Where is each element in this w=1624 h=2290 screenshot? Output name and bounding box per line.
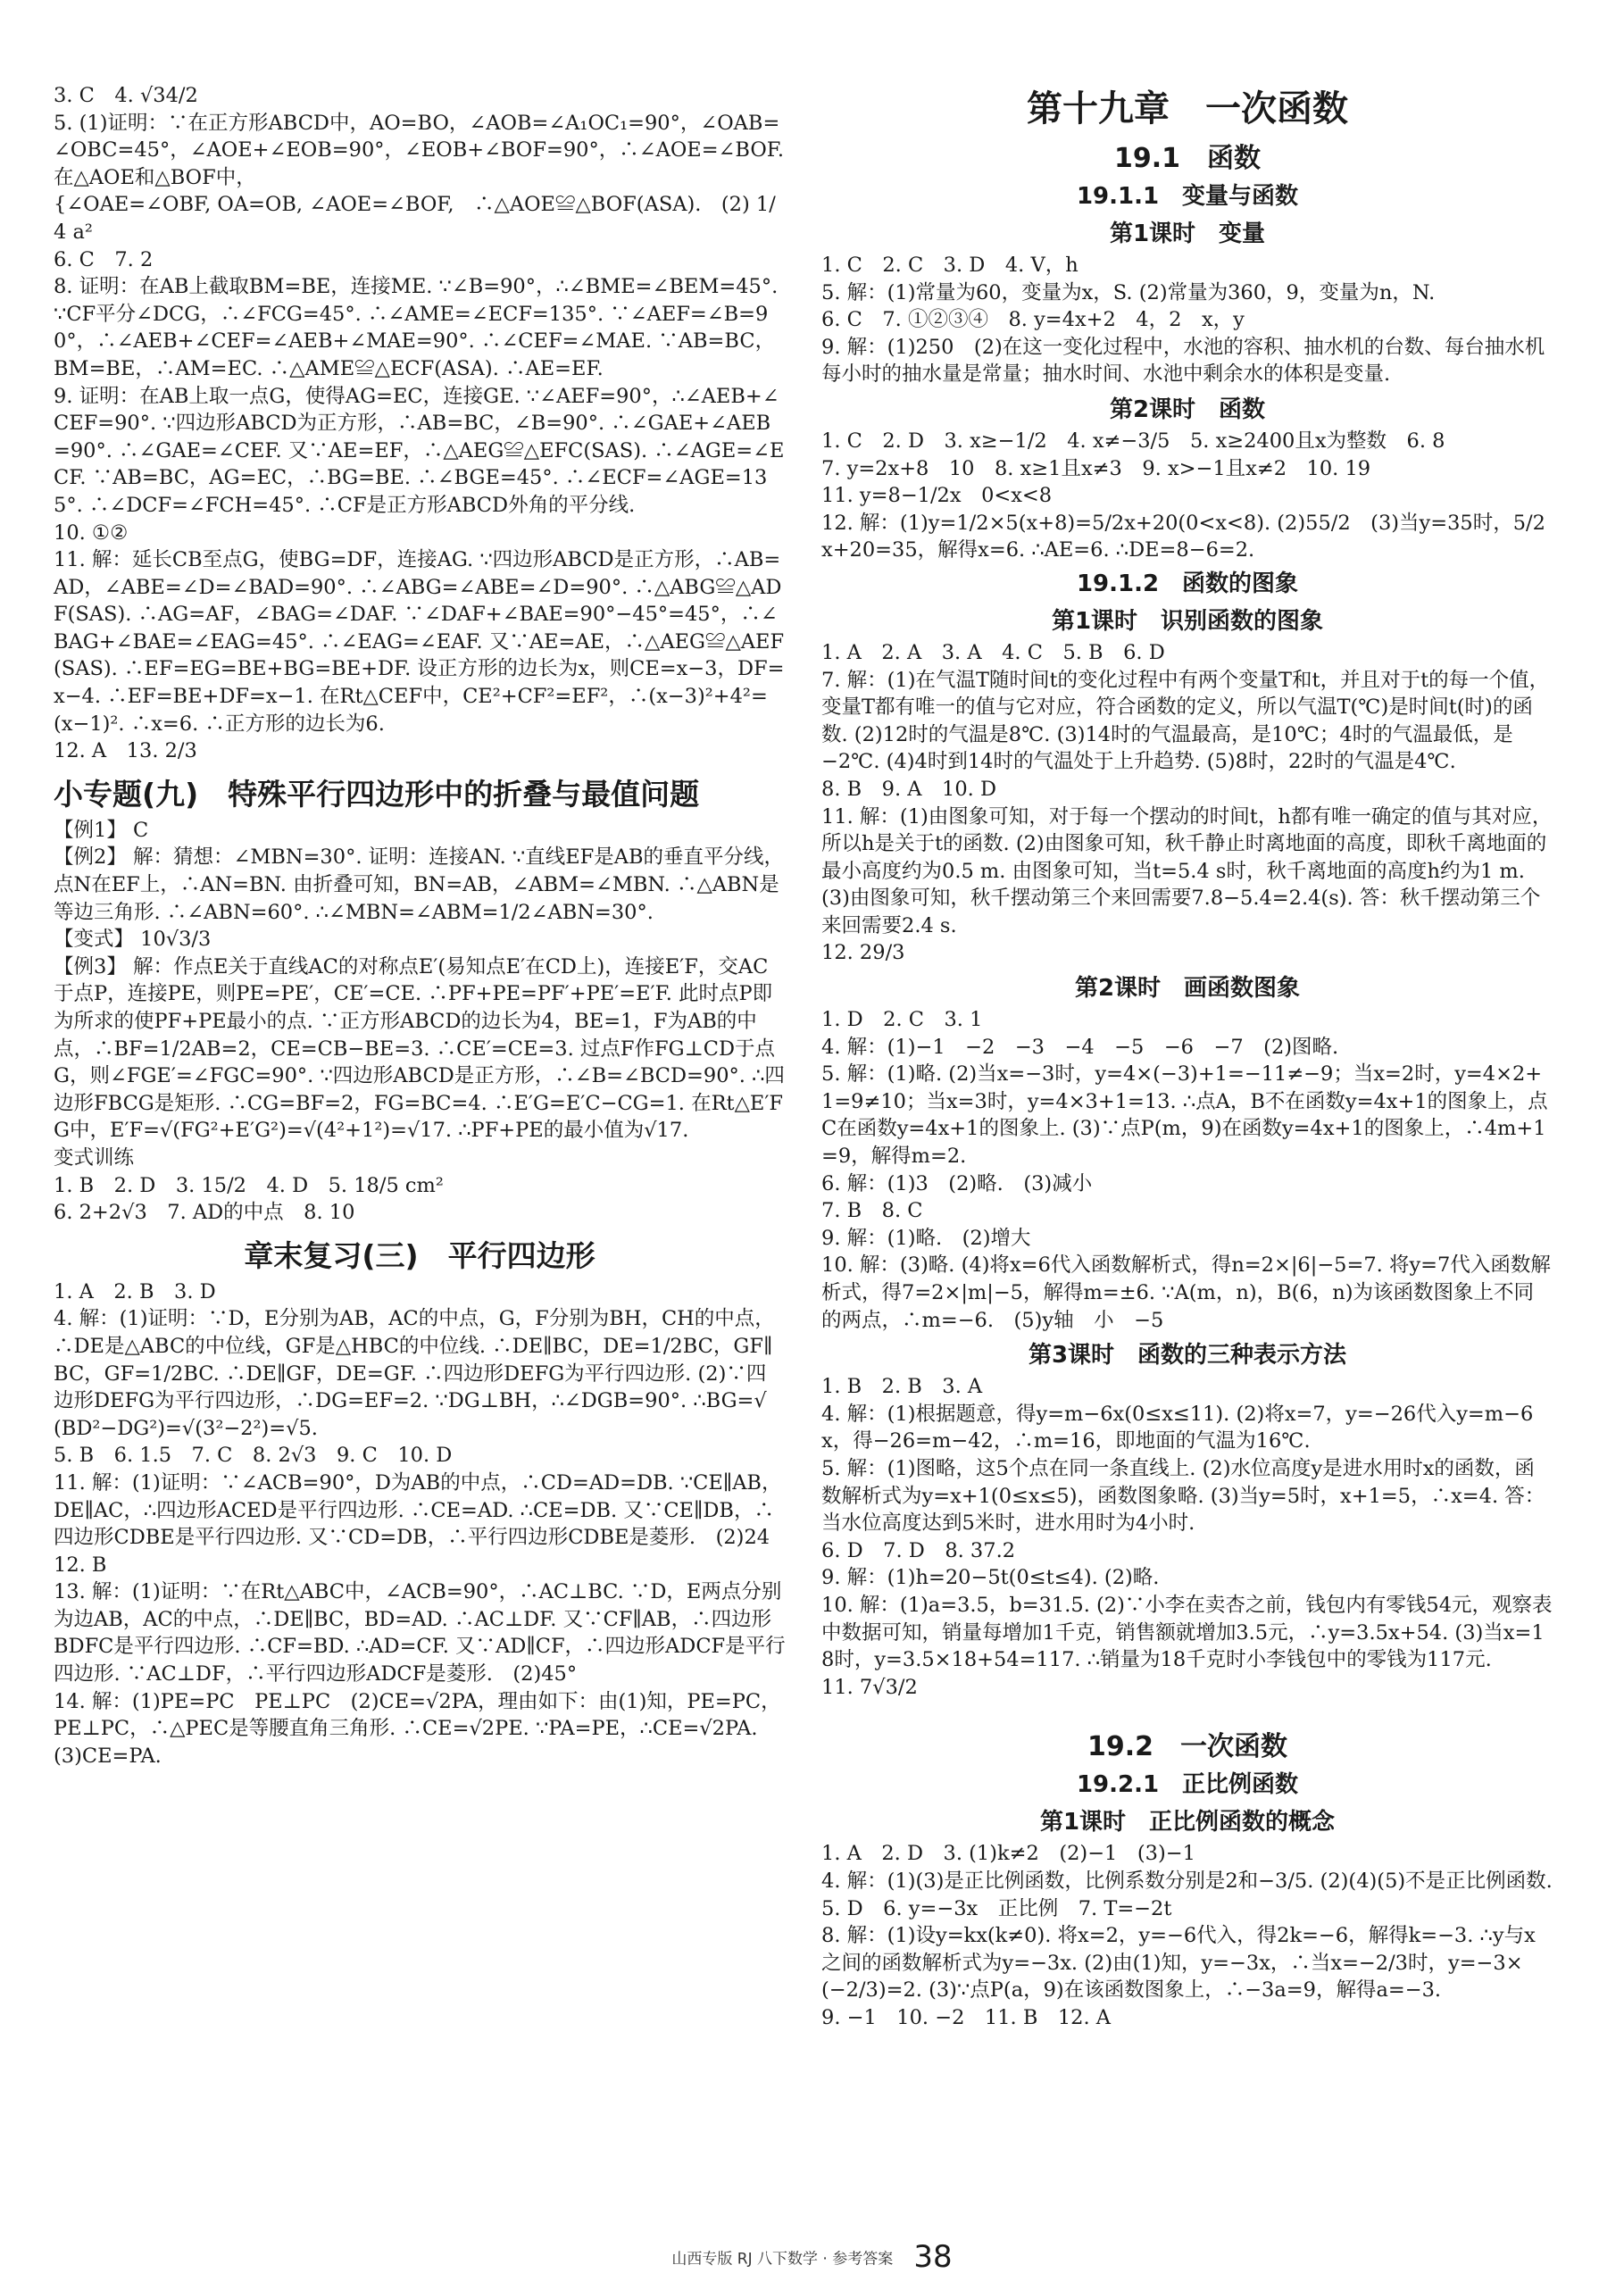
- answer-line: 11. 解：(1)证明：∵∠ACB=90°，D为AB的中点，∴CD=AD=DB. ∵CE∥AB，DE∥AC，∴四边形ACED是平行四边形. ∴CE=AD. ∴CE=DB. 又∵CE∥DB，∴四边形CDBE是平行四边形. 又∵CD=DB，∴平行四边形CDBE是菱形. (2)24: [54, 1470, 782, 1550]
- answer-line: 11. 解：(1)由图象可知，对于每一个摆动的时间t，h都有唯一确定的值与其对应，所以h是关于t的函数. (2)由图象可知，秋千静止时离地面的高度，即秋千离地面的最小高度约为0.5 m. 由图象可知，当t=5.4 s时，秋千离地面的高度h约为1 m. (3)由图象可知，秋千摆动第三个来回需要7.8−5.4=2.4(s). 答：秋千摆动第三个来回需要2.4 s.: [821, 804, 1553, 937]
- answer-line: 1. C 2. D 3. x≥−1/2 4. x≠−3/5 5. x≥2400且x为整数 6. 8: [821, 429, 1445, 453]
- answer-line: 10. ①②: [54, 520, 129, 545]
- answer-line: 4. 解：(1)−1 −2 −3 −4 −5 −6 −7 (2)图略.: [821, 1035, 1339, 1059]
- answer-line: 9. 解：(1)h=20−5t(0≤t≤4). (2)略.: [821, 1566, 1160, 1590]
- answer-line: 1. A 2. A 3. A 4. C 5. B 6. D: [821, 640, 1165, 664]
- answer-line: 11. 解：延长CB至点G，使BG=DF，连接AG. ∵四边形ABCD是正方形，∴AB=AD，∠ABE=∠D=∠BAD=90°. ∴∠ABG=∠ABE=∠D=90°. ∴△ABG≌△ADF(SAS). ∴AG=AF，∠BAG=∠DAF. ∵∠DAF+∠BAE=90°−45°=45°，∴∠BAG+∠BAE=∠EAG=45°. ∴∠EAG=∠EAF. 又∵AE=AE，∴△AEG≌△AEF(SAS). ∴EF=EG=BE+BG=BE+DF. 设正方形的边长为x，则CE=x−3，DF=x−4. ∴EF=BE+DF=x−1. 在Rt△CEF中，CE²+CF²=EF²，∴(x−3)²+4²=(x−1)². ∴x=6. ∴正方形的边长为6.: [54, 548, 785, 736]
- section-title: 19.2 一次函数: [1087, 1731, 1288, 1763]
- spacer: [821, 1701, 1553, 1720]
- answer-line: 【例3】 解：作点E关于直线AC的对称点E′(易知点E′在CD上)，连接E′F，交AC于点P，连接PE，则PE=PE′，CE′=CE. ∴PF+PE=PF′+PE′=E′F. 此时点P即为所求的使PF+PE最小的点. ∵正方形ABCD的边长为4，BE=1，F为AB的中点，∴BF=1/2AB=2，CE=CB−BE=3. ∴CE′=CE=3. 过点F作FG⊥CD于点G，则∠FGE′=∠FGC=90°. ∵四边形ABCD是正方形，∴∠B=∠BCD=90°. ∴四边形FBCG是矩形. ∴CG=BF=2，FG=BC=4. ∴E′G=E′C−CG=1. 在Rt△E′FG中，E′F=√(FG²+E′G²)=√(4²+1²)=√17. ∴PF+PE的最小值为√17.: [54, 954, 785, 1143]
- chapter-title: 第十九章 一次函数: [1027, 88, 1348, 129]
- footer-text: 山西专版 RJ 八下数学 · 参考答案: [671, 2250, 894, 2269]
- answer-line: 1. A 2. D 3. (1)k≠2 (2)−1 (3)−1: [821, 1842, 1195, 1866]
- subsection-title: 19.1.2 函数的图象: [1076, 570, 1299, 597]
- answer-line: 4. 解：(1)根据题意，得y=m−6x(0≤x≤11). (2)将x=7，y=−26代入y=m−6x，得−26=m−42，∴m=16，即地面的气温为16℃.: [821, 1402, 1534, 1453]
- answer-line: 7. B 8. C: [821, 1199, 923, 1223]
- answer-line: 5. 解：(1)常量为60，变量为x，S. (2)常量为360，9，变量为n，N.: [821, 280, 1436, 304]
- answer-line: 7. 解：(1)在气温T随时间t的变化过程中有两个变量T和t，并且对于t的每一个值，变量T都有唯一的值与它对应，符合函数的定义，所以气温T(℃)是时间t(时)的函数. (2)12时的气温是8℃. (3)14时的气温最高，是10℃；4时的气温最低，是−2℃. (4)4时到14时的气温处于上升趋势. (5)8时，22时的气温是4℃.: [821, 668, 1550, 774]
- answer-line: 6. C 7. ①②③④ 8. y=4x+2 4，2 x，y: [821, 308, 1245, 332]
- special-topic-title: 小专题(九) 特殊平行四边形中的折叠与最值问题: [54, 776, 700, 812]
- section-title: 19.1 函数: [1113, 143, 1262, 174]
- answer-line: 5. B 6. 1.5 7. C 8. 2√3 9. C 10. D: [54, 1444, 453, 1468]
- answer-line: 12. 解：(1)y=1/2×5(x+8)=5/2x+20(0<x<8). (2)55/2 (3)当y=35时，5/2x+20=35，解得x=6. ∴AE=6. ∴DE=8−6=2.: [821, 511, 1545, 562]
- answer-line: 11. y=8−1/2x 0<x<8: [821, 484, 1053, 508]
- answer-line: 1. B 2. B 3. A: [821, 1375, 983, 1399]
- answer-line: 【例2】 解：猜想：∠MBN=30°. 证明：连接AN. ∵直线EF是AB的垂直平分线，点N在EF上，∴AN=BN. 由折叠可知，BN=AB，∠ABM=∠MBN. ∴△ABN是等边三角形. ∴∠ABN=60°. ∴∠MBN=∠ABM=1/2∠ABN=30°.: [54, 845, 785, 924]
- answer-line: 1. B 2. D 3. 15/2 4. D 5. 18/5 cm²: [54, 1173, 444, 1197]
- answer-line: 11. 7√3/2: [821, 1675, 918, 1699]
- answer-line: 3. C 4. √34/2: [54, 84, 198, 107]
- answer-line: 9. −1 10. −2 11. B 12. A: [821, 2005, 1112, 2029]
- answer-line: 12. B: [54, 1553, 107, 1577]
- answer-line: 【变式】 10√3/3: [54, 928, 212, 952]
- answer-line: 6. D 7. D 8. 37.2: [821, 1538, 1016, 1562]
- answer-line: 4. 解：(1)(3)是正比例函数，比例系数分别是2和−3/5. (2)(4)(5)不是正比例函数.: [821, 1869, 1553, 1893]
- answer-line: 7. y=2x+8 10 8. x≥1且x≠3 9. x>−1且x≠2 10. 19: [821, 456, 1371, 480]
- answer-line: 10. 解：(3)略. (4)将x=6代入函数解析式，得n=2×|6|−5=7. 将y=7代入函数解析式，得7=2×|m|−5，解得m=±6. ∵A(m，n)，B(6，n)为该函数图象上不同的两点，∴m=−6. (5)y轴 小 −5: [821, 1253, 1551, 1332]
- answer-line: 【例1】 C: [54, 818, 149, 842]
- answer-line: 8. 证明：在AB上截取BM=BE，连接ME. ∵∠B=90°，∴∠BME=∠BEM=45°. ∵CF平分∠DCG，∴∠FCG=45°. ∴∠AME=∠ECF=135°. ∵∠AEF=∠B=90°，∴∠AEB+∠CEF=∠AEB+∠MAE=90°. ∴∠CEF=∠MAE. ∵AB=BC，BM=BE，∴AM=EC. ∴△AME≌△ECF(ASA). ∴AE=EF.: [54, 275, 785, 380]
- page-footer: [0, 2239, 1624, 2275]
- lesson-title: 第1课时 变量: [1109, 221, 1266, 247]
- answer-line: 5. D 6. y=−3x 正比例 7. T=−2t: [821, 1896, 1172, 1920]
- answer-line: 5. 解：(1)图略，这5个点在同一条直线上. (2)水位高度y是进水用时x的函数，函数解析式为y=x+1(0≤x≤5)，函数图象略. (3)当y=5时，x+1=5，∴x=4. 答：当水位高度达到5米时，进水用时为4小时.: [821, 1456, 1545, 1536]
- answer-line: 1. D 2. C 3. 1: [821, 1008, 983, 1032]
- answer-line: 6. 解：(1)3 (2)略. (3)减小: [821, 1171, 1093, 1195]
- page-number: 38: [913, 2239, 953, 2275]
- answer-line: 5. (1)证明：∵在正方形ABCD中，AO=BO，∠AOB=∠A₁OC₁=90°，∠OAB=∠OBC=45°，∠AOE+∠EOB=90°，∠EOB+∠BOF=90°，∴∠AOE=∠BOF. 在△AOE和△BOF中，: [54, 111, 791, 189]
- answer-line: 6. 2+2√3 7. AD的中点 8. 10: [54, 1201, 355, 1225]
- answer-line: 4. 解：(1)证明：∵D，E分别为AB，AC的中点，G，F分别为BH，CH的中点，∴DE是△ABC的中位线，GF是△HBC的中位线. ∴DE∥BC，DE=1/2BC，GF∥BC，GF=1/2BC. ∴DE∥GF，DE=GF. ∴四边形DEFG为平行四边形. (2)∵四边形DEFG为平行四边形，∴DG=EF=2. ∵DG⊥BH，∴∠DGB=90°. ∴BG=√(BD²−DG²)=√(3²−2²)=√5.: [54, 1307, 775, 1440]
- lesson-title: 第1课时 正比例函数的概念: [1039, 1809, 1336, 1836]
- lesson-title: 第1课时 识别函数的图象: [1051, 607, 1324, 635]
- answer-line: 9. 解：(1)250 (2)在这一变化过程中，水池的容积、抽水机的台数、每台抽水机每小时的抽水量是常量；抽水时间、水池中剩余水的体积是变量.: [821, 335, 1545, 387]
- answer-line: 6. C 7. 2: [54, 247, 154, 271]
- answer-line: 14. 解：(1)PE=PC PE⊥PC (2)CE=√2PA，理由如下：由(1)知，PE=PC，PE⊥PC，∴△PEC是等腰直角三角形. ∴CE=√2PE. ∵PA=PE，∴CE=√2PA. (3)CE=PA.: [54, 1689, 781, 1768]
- answer-line: 10. 解：(1)a=3.5，b=31.5. (2)∵小李在卖杏之前，钱包内有零钱54元，观察表中数据可知，销量每增加1千克，销售额就增加3.5元，∴y=3.5x+54. (3)当x=18时，y=3.5×18+54=117. ∴销量为18千克时小李钱包中的零钱为117元.: [821, 1593, 1553, 1672]
- lesson-title: 第3课时 函数的三种表示方法: [1028, 1342, 1347, 1370]
- answer-line: 1. C 2. C 3. D 4. V，h: [821, 254, 1079, 277]
- lesson-title: 第2课时 函数: [1109, 396, 1266, 423]
- answer-line: 9. 解：(1)略. (2)增大: [821, 1226, 1031, 1250]
- answer-line: 12. A 13. 2/3: [54, 739, 197, 763]
- right-column: [821, 82, 1553, 2031]
- answer-line: 变式训练: [54, 1145, 135, 1170]
- answer-line: 5. 解：(1)略. (2)当x=−3时，y=4×(−3)+1=−11≠−9；当x=2时，y=4×2+1=9≠10；当x=3时，y=4×3+1=13. ∴点A，B不在函数y=4x+1的图象上，点C在函数y=4x+1的图象上. (3)∵点P(m，9)在函数y=4x+1的图象上，∴4m+1=9，解得m=2.: [821, 1062, 1548, 1169]
- lesson-title: 第2课时 画函数图象: [1074, 975, 1301, 1003]
- chapter-review-title: 章末复习(三) 平行四边形: [244, 1237, 595, 1273]
- answer-line: 13. 解：(1)证明：∵在Rt△ABC中，∠ACB=90°，∴AC⊥BC. ∵D，E两点分别为边AB，AC的中点，∴DE∥BC，BD=AD. ∴AC⊥DF. 又∵CF∥AB，∴四边形BDFC是平行四边形. ∴CF=BD. ∴AD=CF. 又∵AD∥CF，∴四边形ADCF是平行四边形. ∵AC⊥DF，∴平行四边形ADCF是菱形. (2)45°: [54, 1580, 786, 1686]
- subsection-title: 19.2.1 正比例函数: [1076, 1771, 1299, 1799]
- answer-line: {∠OAE=∠OBF, OA=OB, ∠AOE=∠BOF, ∴△AOE≌△BOF(ASA). (2) 1/4 a²: [54, 193, 776, 244]
- answer-line: 8. 解：(1)设y=kx(k≠0). 将x=2，y=−6代入，得2k=−6，解得k=−3. ∴y与x之间的函数解析式为y=−3x. (2)由(1)知，y=−3x，∴当x=−2/3时，y=−3×(−2/3)=2. (3)∵点P(a，9)在该函数图象上，∴−3a=9，解得a=−3.: [821, 1924, 1536, 2003]
- subsection-title: 19.1.1 变量与函数: [1076, 183, 1299, 210]
- answer-line: 1. A 2. B 3. D: [54, 1279, 216, 1303]
- answer-line: 12. 29/3: [821, 941, 905, 965]
- left-column: [54, 82, 791, 1770]
- answer-line: 8. B 9. A 10. D: [821, 777, 996, 801]
- answer-line: 9. 证明：在AB上取一点G，使得AG=EC，连接GE. ∵∠AEF=90°，∴∠AEB+∠CEF=90°. ∵四边形ABCD为正方形，∴AB=BC，∠B=90°. ∴∠GAE+∠AEB=90°. ∴∠GAE=∠CEF. 又∵AE=EF，∴△AEG≌△EFC(SAS). ∴∠AGE=∠ECF. ∵AB=BC，AG=EC，∴BG=BE. ∴∠BGE=45°. ∴∠ECF=∠AGE=135°. ∴∠DCF=∠FCH=45°. ∴CF是正方形ABCD外角的平分线.: [54, 384, 785, 517]
